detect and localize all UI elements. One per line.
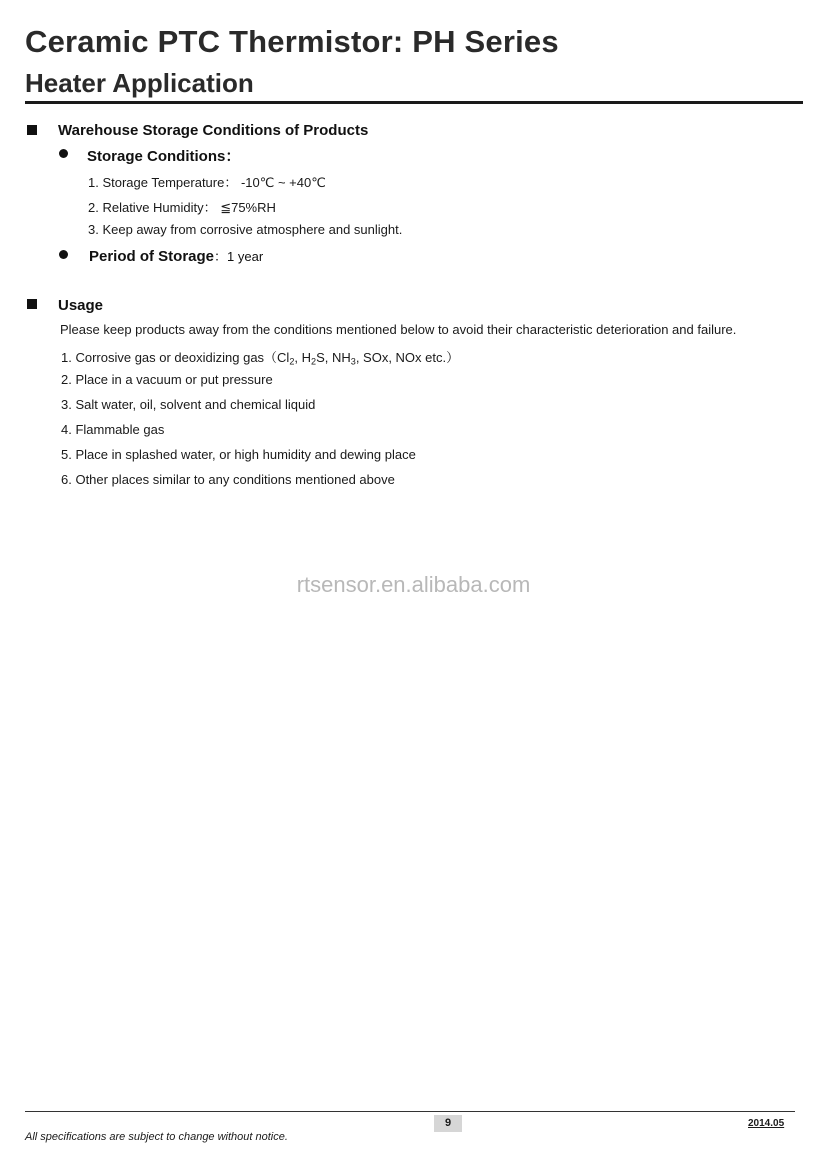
usage-item: 1. Corrosive gas or deoxidizing $gas(Cl_2$, $H_2S$, $NH_3$, SOx, NOx etc.） <box>61 350 460 367</box>
footer-notice: All specifications are subject to change without notice. <box>25 1131 288 1143</box>
page-number: 9 <box>434 1115 462 1132</box>
usage-item: 2. Place in a vacuum or put pressure <box>61 372 273 387</box>
document-date: 2014.05 <box>748 1118 785 1129</box>
usage-item: 6. Other places similar to any conditions mentioned above <box>61 472 395 487</box>
round-bullet-icon <box>59 250 68 259</box>
storage-condition-item: 2. Relative Humidity： ≦75%RH <box>88 200 276 215</box>
storage-condition-item: 1. Storage Temperature： -10℃ ~ +40℃ <box>88 175 326 190</box>
subheading-period-of-storage <box>89 246 263 265</box>
storage-condition-item: 3. Keep away from corrosive atmosphere and sunlight. <box>88 222 403 237</box>
square-bullet-icon <box>27 125 37 135</box>
round-bullet-icon <box>59 149 68 158</box>
footer-divider <box>25 1111 795 1112</box>
header-divider <box>25 101 803 104</box>
usage-item: 3. Salt water, oil, solvent and chemical liquid <box>61 397 316 412</box>
square-bullet-icon <box>27 299 37 309</box>
watermark: rtsensor.en.alibaba.com <box>296 572 531 597</box>
usage-item: 5. Place in splashed water, or high humidity and dewing place <box>61 447 416 462</box>
section-heading-usage: Usage <box>58 297 104 314</box>
usage-intro: Please keep products away from the conditions mentioned below to avoid their characteristic deterioration and failure. <box>60 322 737 337</box>
subheading-storage-conditions: Storage Conditions： <box>87 148 241 165</box>
section-heading-warehouse: Warehouse Storage Conditions of Products <box>58 122 369 139</box>
period-heading: Period of Storage <box>89 248 215 265</box>
period-value: ：1 year <box>214 249 264 264</box>
page-title: Ceramic PTC Thermistor: PH Series <box>25 24 559 59</box>
page-subtitle: Heater Application <box>25 68 254 98</box>
usage-item: 4. Flammable gas <box>61 422 165 437</box>
